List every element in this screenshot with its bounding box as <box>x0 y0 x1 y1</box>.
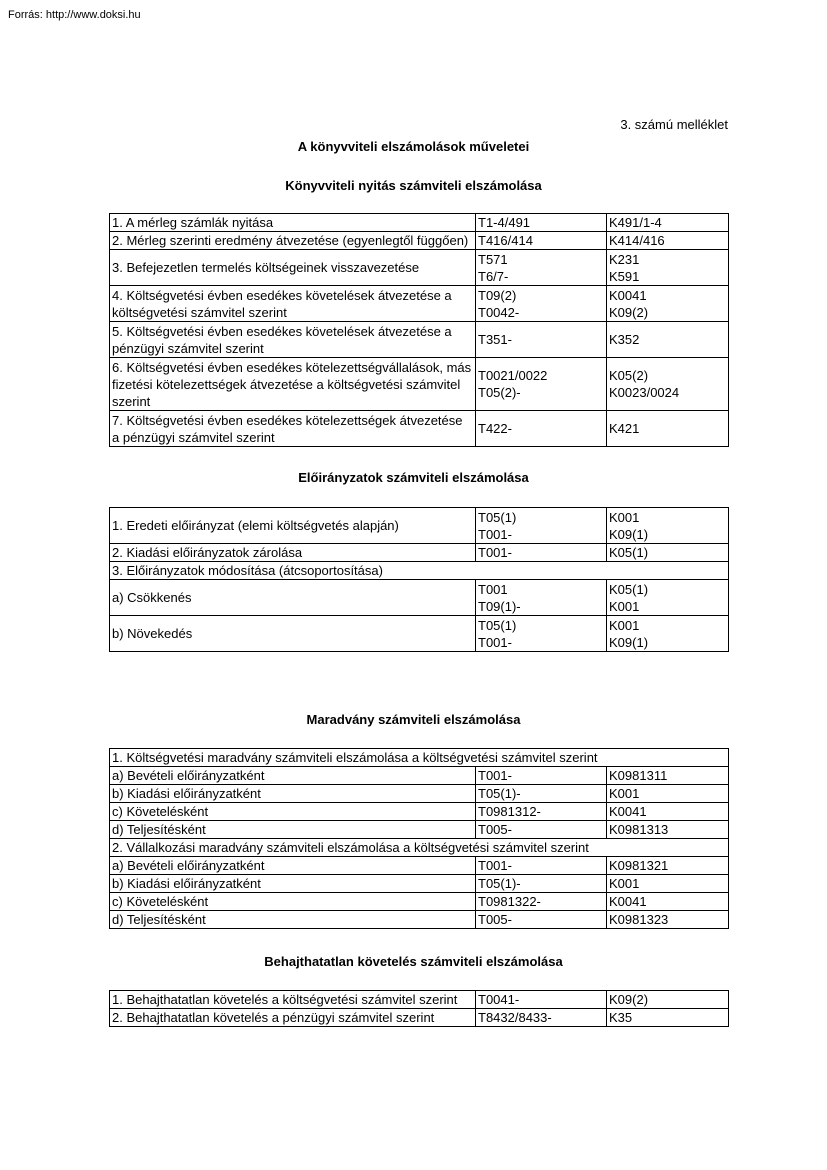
debit-account: T1-4/491 <box>478 215 531 230</box>
row-desc: c) Követelésként <box>110 803 476 821</box>
credit-account: K0981313 <box>609 822 669 837</box>
table-row <box>110 893 729 911</box>
bad-debt-table <box>109 990 729 1027</box>
credit-account: K001 <box>609 876 640 891</box>
debit-cell <box>476 358 607 411</box>
credit-cell <box>607 1009 729 1027</box>
credit-cell <box>607 767 729 785</box>
annex-label: 3. számú melléklet <box>620 117 728 132</box>
appropriations-table <box>109 507 729 652</box>
table-row <box>110 322 729 358</box>
debit-cell <box>476 803 607 821</box>
debit-cell <box>476 411 607 447</box>
row-desc: 2. Kiadási előirányzatok zárolása <box>110 544 476 562</box>
debit-cell <box>476 232 607 250</box>
debit-account: T09(2) <box>478 287 517 303</box>
credit-account: K591 <box>609 268 640 284</box>
section-title: Könyvviteli nyitás számviteli elszámolása <box>285 178 542 193</box>
row-desc: 7. Költségvetési évben esedékes kötelezettségek átvezetése a pénzügyi számvitel szerint <box>110 411 476 447</box>
row-desc: 3. Befejezetlen termelés költségeinek visszavezetése <box>110 250 476 286</box>
credit-account: K414/416 <box>609 233 665 248</box>
credit-account: K421 <box>609 421 640 436</box>
row-desc: d) Teljesítésként <box>110 821 476 839</box>
debit-account: T005- <box>478 912 512 927</box>
debit-account: T571 <box>478 251 508 267</box>
credit-account: K0981323 <box>609 912 669 927</box>
debit-cell <box>476 875 607 893</box>
credit-account: K0041 <box>609 804 647 819</box>
source-label: Forrás: http://www.doksi.hu <box>8 9 141 21</box>
debit-cell <box>476 821 607 839</box>
table-row <box>110 232 729 250</box>
debit-account: T001- <box>478 858 512 873</box>
table-row <box>110 911 729 929</box>
debit-account: T05(1) <box>478 509 517 525</box>
row-desc: a) Csökkenés <box>110 580 476 616</box>
credit-cell <box>607 616 729 652</box>
table-row <box>110 580 729 616</box>
section-title: Behajthatatlan követelés számviteli elszámolása <box>264 954 563 969</box>
debit-account: T0021/0022 <box>478 368 548 383</box>
debit-account: T001 <box>478 581 508 597</box>
residual-table <box>109 748 729 929</box>
debit-cell <box>476 616 607 652</box>
row-desc: 1. Behajthatatlan követelés a költségvetési számvitel szerint <box>110 991 476 1009</box>
credit-account: K0041 <box>609 287 647 303</box>
table-row <box>110 857 729 875</box>
row-desc: 4. Költségvetési évben esedékes követelések átvezetése a költségvetési számvitel szerint <box>110 286 476 322</box>
debit-cell <box>476 214 607 232</box>
credit-account: K05(1) <box>609 545 649 560</box>
credit-cell <box>607 991 729 1009</box>
row-desc: 2. Vállalkozási maradvány számviteli elszámolása a költségvetési számvitel szerint <box>110 839 729 857</box>
credit-cell <box>607 911 729 929</box>
table-row <box>110 839 729 857</box>
credit-account: K09(2) <box>609 304 649 320</box>
debit-account: T09(1)- <box>478 598 521 614</box>
credit-cell <box>607 580 729 616</box>
credit-cell <box>607 857 729 875</box>
row-desc: d) Teljesítésként <box>110 911 476 929</box>
debit-account: T05(2)- <box>478 385 521 400</box>
debit-cell <box>476 911 607 929</box>
debit-cell <box>476 857 607 875</box>
row-desc: 1. A mérleg számlák nyitása <box>110 214 476 232</box>
credit-account: K05(1) <box>609 581 649 597</box>
credit-cell <box>607 544 729 562</box>
credit-cell <box>607 322 729 358</box>
table-row <box>110 562 729 580</box>
credit-account: K0981311 <box>609 768 668 783</box>
row-desc: 1. Költségvetési maradvány számviteli elszámolása a költségvetési számvitel szerint <box>110 749 729 767</box>
credit-account: K35 <box>609 1010 633 1025</box>
row-desc: c) Követelésként <box>110 893 476 911</box>
row-desc: b) Kiadási előirányzatként <box>110 785 476 803</box>
table-row <box>110 286 729 322</box>
debit-account: T8432/8433- <box>478 1010 552 1025</box>
opening-table <box>109 213 729 447</box>
debit-account: T0981312- <box>478 804 541 819</box>
debit-cell <box>476 767 607 785</box>
credit-cell <box>607 232 729 250</box>
section-title: Előirányzatok számviteli elszámolása <box>298 470 529 485</box>
debit-cell <box>476 785 607 803</box>
row-desc: 2. Behajthatatlan követelés a pénzügyi számvitel szerint <box>110 1009 476 1027</box>
table-row <box>110 803 729 821</box>
debit-account: T001- <box>478 526 512 542</box>
table-row <box>110 821 729 839</box>
credit-cell <box>607 214 729 232</box>
credit-cell <box>607 286 729 322</box>
credit-cell <box>607 508 729 544</box>
table-row <box>110 1009 729 1027</box>
debit-cell <box>476 1009 607 1027</box>
row-desc: a) Bevételi előirányzatként <box>110 857 476 875</box>
row-desc: 5. Költségvetési évben esedékes követelések átvezetése a pénzügyi számvitel szerint <box>110 322 476 358</box>
debit-account: T0981322- <box>478 894 541 909</box>
table-row <box>110 749 729 767</box>
debit-account: T6/7- <box>478 268 509 284</box>
debit-account: T0041- <box>478 992 520 1007</box>
credit-account: K352 <box>609 332 640 347</box>
table-row <box>110 544 729 562</box>
credit-cell <box>607 821 729 839</box>
debit-account: T416/414 <box>478 233 533 248</box>
row-desc: 1. Eredeti előirányzat (elemi költségvetés alapján) <box>110 508 476 544</box>
debit-account: T001- <box>478 634 512 650</box>
debit-account: T422- <box>478 421 512 436</box>
credit-account: K491/1-4 <box>609 215 662 230</box>
credit-account: K231 <box>609 251 640 267</box>
credit-cell <box>607 893 729 911</box>
debit-account: T05(1)- <box>478 876 521 891</box>
table-row <box>110 214 729 232</box>
debit-cell <box>476 250 607 286</box>
credit-account: K001 <box>609 509 640 525</box>
main-title: A könyvviteli elszámolások műveletei <box>297 139 530 154</box>
table-row <box>110 875 729 893</box>
credit-account: K0041 <box>609 894 647 909</box>
credit-cell <box>607 250 729 286</box>
credit-cell <box>607 875 729 893</box>
credit-account: K0981321 <box>609 858 669 873</box>
debit-account: T0042- <box>478 304 520 320</box>
credit-cell <box>607 785 729 803</box>
row-desc: b) Növekedés <box>110 616 476 652</box>
debit-cell <box>476 286 607 322</box>
debit-account: T05(1) <box>478 617 517 633</box>
debit-cell <box>476 322 607 358</box>
credit-account: K09(1) <box>609 634 649 650</box>
debit-account: T05(1)- <box>478 786 521 801</box>
credit-account: K09(1) <box>609 526 649 542</box>
credit-account: K001 <box>609 598 640 614</box>
table-row <box>110 616 729 652</box>
debit-cell <box>476 544 607 562</box>
credit-cell <box>607 358 729 411</box>
debit-cell <box>476 893 607 911</box>
row-desc: b) Kiadási előirányzatként <box>110 875 476 893</box>
section-title: Maradvány számviteli elszámolása <box>306 712 521 727</box>
debit-account: T001- <box>478 768 512 783</box>
table-row <box>110 250 729 286</box>
table-row <box>110 508 729 544</box>
credit-account: K001 <box>609 786 640 801</box>
row-desc: 2. Mérleg szerinti eredmény átvezetése (egyenlegtől függően) <box>110 232 476 250</box>
table-row <box>110 358 729 411</box>
credit-account: K001 <box>609 617 640 633</box>
row-desc: 6. Költségvetési évben esedékes kötelezettségvállalások, más fizetési kötelezettségek átvezetése a költségvetési számvitel szerint <box>110 358 476 411</box>
debit-account: T001- <box>478 545 512 560</box>
debit-cell <box>476 991 607 1009</box>
credit-cell <box>607 411 729 447</box>
debit-cell <box>476 580 607 616</box>
table-row <box>110 991 729 1009</box>
debit-account: T351- <box>478 332 512 347</box>
row-desc: 3. Előirányzatok módosítása (átcsoportosítása) <box>110 562 729 580</box>
table-row <box>110 767 729 785</box>
row-desc: a) Bevételi előirányzatként <box>110 767 476 785</box>
debit-account: T005- <box>478 822 512 837</box>
debit-cell <box>476 508 607 544</box>
table-row <box>110 785 729 803</box>
credit-account: K0023/0024 <box>609 385 680 400</box>
credit-account: K09(2) <box>609 992 649 1007</box>
table-row <box>110 411 729 447</box>
credit-cell <box>607 803 729 821</box>
credit-account: K05(2) <box>609 368 649 383</box>
